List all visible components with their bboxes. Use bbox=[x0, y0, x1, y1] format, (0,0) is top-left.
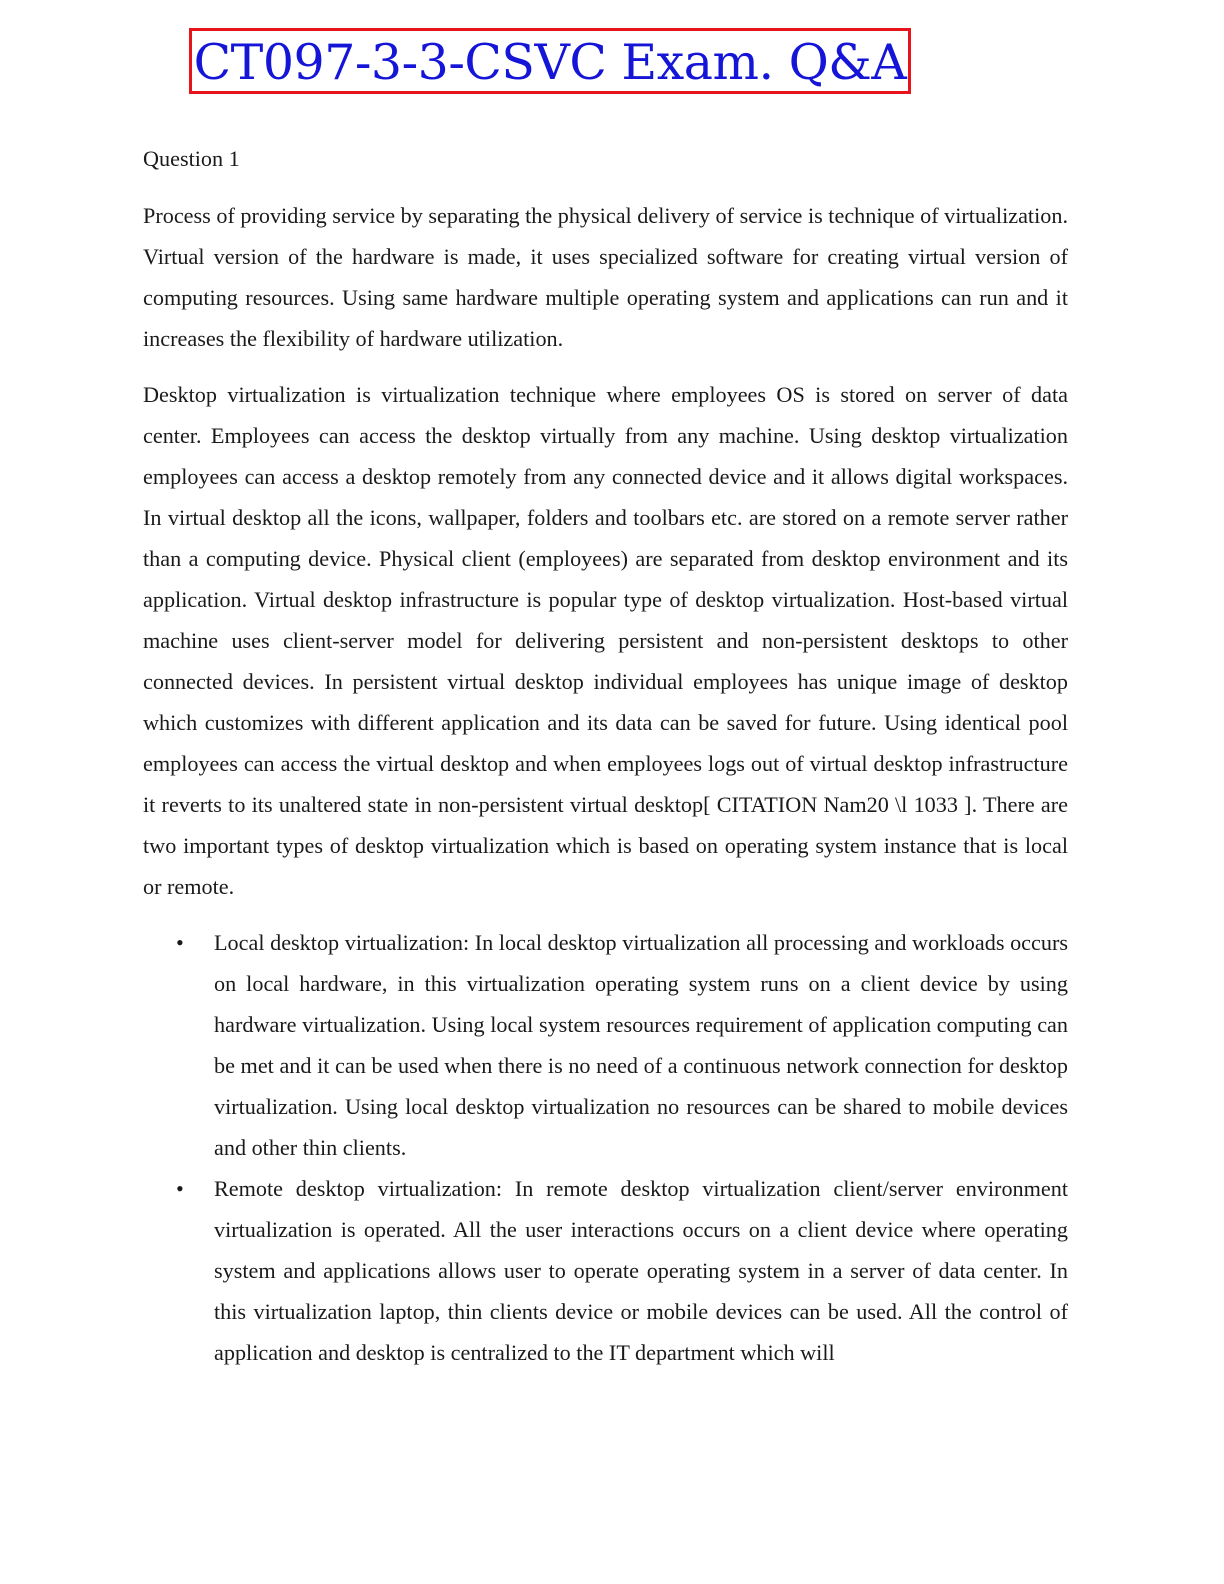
bullet-list bbox=[143, 922, 1068, 1373]
question-heading: Question 1 bbox=[143, 146, 240, 171]
title-banner bbox=[189, 28, 911, 94]
paragraph-virtualization-intro: Process of providing service by separating the physical delivery of service is technique of virtualization. Virtual version of the hardware is made, it uses specialized software for creating virtual version of computing resources. Using same hardware multiple operating system and applications can run and it increases the flexibility of hardware utilization. bbox=[143, 203, 1068, 351]
bullet-icon: • bbox=[176, 1176, 184, 1201]
list-item-local-desktop bbox=[143, 922, 1068, 1168]
document-title: CT097-3-3-CSVC Exam. Q&A bbox=[193, 33, 907, 91]
document-body bbox=[143, 138, 1068, 1373]
list-item-text: Remote desktop virtualization: In remote desktop virtualization client/server environment virtualization is operated. All the user interactions occurs on a client device where operating system and applications allows user to operate operating system in a server of data center. In this virtualization laptop, thin clients device or mobile devices can be used. All the control of application and desktop is centralized to the IT department which will bbox=[214, 1176, 1068, 1365]
list-item-remote-desktop bbox=[143, 1168, 1068, 1373]
list-item-text: Local desktop virtualization: In local desktop virtualization all processing and workloads occurs on local hardware, in this virtualization operating system runs on a client device by using hardware virtualization. Using local system resources requirement of application computing can be met and it can be used when there is no need of a continuous network connection for desktop virtualization. Using local desktop virtualization no resources can be shared to mobile devices and other thin clients. bbox=[214, 930, 1068, 1160]
paragraph-desktop-virtualization: Desktop virtualization is virtualization technique where employees OS is stored on server of data center. Employees can access the desktop virtually from any machine. Using desktop virtualization employees can access a desktop remotely from any connected device and it allows digital workspaces. In virtual desktop all the icons, wallpaper, folders and toolbars etc. are stored on a remote server rather than a computing device. Physical client (employees) are separated from desktop environment and its application. Virtual desktop infrastructure is popular type of desktop virtualization. Host-based virtual machine uses client-server model for delivering persistent and non-persistent desktops to other connected devices. In persistent virtual desktop individual employees has unique image of desktop which customizes with different application and its data can be saved for future. Using identical pool employees can access the virtual desktop and when employees logs out of virtual desktop infrastructure it reverts to its unaltered state in non-persistent virtual desktop[ CITATION Nam20 \l 1033 ]. There are two important types of desktop virtualization which is based on operating system instance that is local or remote. bbox=[143, 382, 1068, 899]
bullet-icon: • bbox=[176, 930, 184, 955]
